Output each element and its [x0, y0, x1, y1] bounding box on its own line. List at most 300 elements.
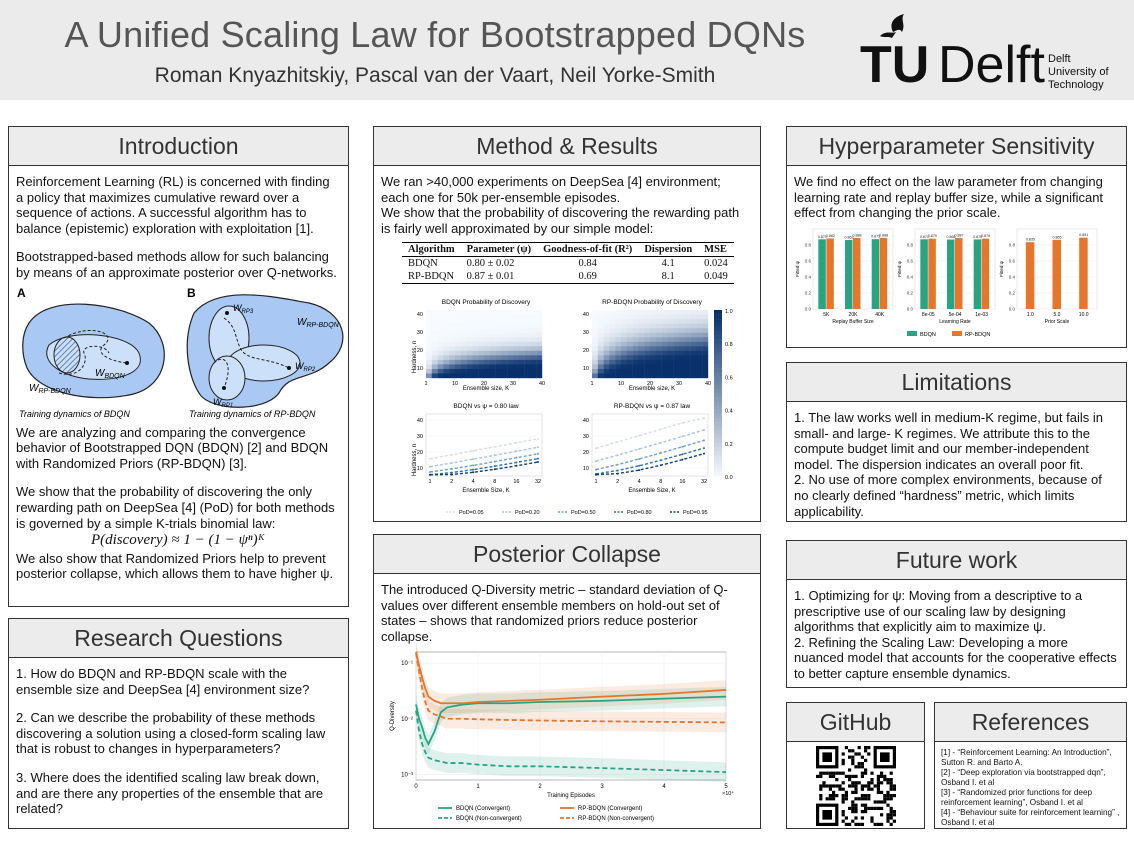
- weight-point-a: [125, 361, 129, 365]
- heatmap-cell: [467, 319, 473, 324]
- heatmap-cell: [438, 351, 444, 356]
- heatmap-cell: [673, 360, 679, 365]
- x-tick-label: 16: [513, 479, 520, 486]
- heatmap-cell: [644, 347, 650, 352]
- qr-module: [848, 807, 851, 810]
- colorbar-segment: [714, 348, 722, 352]
- qr-module: [851, 756, 854, 759]
- heatmap-cell: [627, 360, 633, 365]
- table-row: [402, 257, 734, 271]
- heatmap-cell: [685, 374, 691, 379]
- heatmap-cell: [478, 324, 484, 329]
- heatmap-cell: [432, 360, 438, 365]
- heatmap-cell: [438, 369, 444, 374]
- heatmap-cell: [536, 329, 542, 334]
- heatmap-cell: [513, 310, 519, 315]
- heatmap-cell: [426, 324, 432, 329]
- heatmap-cell: [667, 342, 673, 347]
- heatmap-cell: [696, 333, 702, 338]
- qr-module: [851, 784, 854, 787]
- heatmap-cell: [530, 360, 536, 365]
- heat-xlabel-1: Ensemble size, K: [462, 386, 510, 393]
- heatmap-cell: [519, 324, 525, 329]
- heatmap-cell: [638, 324, 644, 329]
- figure-label-a: A: [17, 285, 26, 300]
- heatmap-cell: [490, 319, 496, 324]
- heatmap-cell: [507, 315, 513, 320]
- heatmap-cell: [609, 333, 615, 338]
- qr-module: [867, 797, 870, 800]
- heatmap-cell: [673, 310, 679, 315]
- col-parameter: Parameter (ψ): [461, 243, 537, 257]
- heatmap-cell: [621, 324, 627, 329]
- method-results-panel: [373, 126, 761, 522]
- heatmap-cell: [443, 347, 449, 352]
- heatmap-cell: [461, 342, 467, 347]
- qr-module: [857, 797, 860, 800]
- heatmap-cell: [691, 324, 697, 329]
- y-tick-label: 40: [416, 312, 423, 319]
- training-dynamics-figure: [9, 283, 348, 423]
- posterior-collapse-title: Posterior Collapse: [374, 535, 760, 574]
- y-tick-label: 20: [582, 450, 589, 457]
- references-title: References: [935, 703, 1126, 742]
- qr-module: [876, 800, 879, 803]
- heatmap-cell: [472, 356, 478, 361]
- heatmap-cell: [519, 329, 525, 334]
- heatmap-cell: [455, 319, 461, 324]
- reference-1: [1] - “Reinforcement Learning: An Introduction”, Sutton R. and Barto A.: [941, 748, 1112, 767]
- heatmap-cell: [633, 319, 639, 324]
- qr-module: [860, 772, 863, 775]
- x-tick-label: 1.0: [1026, 311, 1034, 318]
- heatmap-cell: [507, 356, 513, 361]
- y-tick-label: 0.0: [906, 306, 913, 312]
- qr-module: [892, 788, 895, 791]
- heatmap-cell: [449, 319, 455, 324]
- qr-module: [844, 794, 847, 797]
- heatmap-cell: [679, 324, 685, 329]
- heatmap-cell: [507, 347, 513, 352]
- heatmap-cell: [426, 315, 432, 320]
- x-tick-label: 20K: [848, 311, 858, 318]
- heatmap-cell: [679, 374, 685, 379]
- heatmap-cell: [519, 319, 525, 324]
- heatmap-cell: [609, 315, 615, 320]
- qr-module: [860, 816, 863, 819]
- posterior-collapse-panel: [373, 534, 761, 829]
- heatmap-cell: [432, 365, 438, 370]
- heatmap-cell: [484, 360, 490, 365]
- heatmap-cell: [598, 356, 604, 361]
- y-tick-label: 0.6: [1008, 258, 1015, 264]
- colorbar-segment: [714, 451, 722, 455]
- references-panel: [934, 702, 1127, 829]
- results-table: [402, 242, 734, 284]
- heatmap-cell: [496, 347, 502, 352]
- heatmap-cell: [513, 374, 519, 379]
- heatmap-cell: [478, 369, 484, 374]
- intro-paragraph-4: We show that the probability of discovering the only rewarding path on DeepSea [4] (PoD) for both methods is governed by a simple K-trials binomial law:: [16, 484, 335, 531]
- cell: 0.87 ± 0.01: [461, 270, 537, 284]
- heatmap-cell: [615, 356, 621, 361]
- heatmap-cell: [621, 351, 627, 356]
- colorbar-segment: [714, 439, 722, 443]
- heatmap-cell: [609, 329, 615, 334]
- heatmap-cell: [438, 360, 444, 365]
- research-question-2: 2. Can we describe the probability of these methods discovering a solution using a closed-form scaling law that is robust to changes in hyperparameters?: [16, 710, 326, 757]
- heatmap-cell: [604, 360, 610, 365]
- heatmap-cell: [673, 338, 679, 343]
- heatmap-cell: [621, 360, 627, 365]
- heatmap-cell: [615, 369, 621, 374]
- qr-module: [838, 788, 841, 791]
- heatmap-cell: [627, 310, 633, 315]
- heatmap-cell: [525, 347, 531, 352]
- table-row: [402, 270, 734, 284]
- heatmap-cell: [656, 338, 662, 343]
- colorbar-tick: 1.0: [725, 309, 733, 316]
- heatmap-cell: [536, 342, 542, 347]
- heatmap-cell: [432, 310, 438, 315]
- bar-bdqn: [920, 239, 928, 309]
- heatmap-cell: [455, 347, 461, 352]
- qr-module: [873, 807, 876, 810]
- heatmap-cell: [691, 342, 697, 347]
- bar-rp-bdqn: [955, 238, 963, 309]
- law-ylabel: Hardness, n: [412, 444, 418, 477]
- heatmap-cell: [644, 329, 650, 334]
- heatmap-cell: [702, 333, 708, 338]
- qr-module: [854, 788, 857, 791]
- qr-module: [857, 746, 860, 749]
- bar-bdqn: [818, 239, 826, 309]
- heatmap-cell: [644, 365, 650, 370]
- heatmap-cell: [609, 342, 615, 347]
- hyperparameter-panel: [786, 126, 1127, 348]
- heatmap-cell: [467, 347, 473, 352]
- heatmap-cell: [615, 347, 621, 352]
- heatmap-cell: [467, 374, 473, 379]
- heatmap-cell: [691, 351, 697, 356]
- heatmap-cell: [638, 347, 644, 352]
- qr-module: [819, 794, 822, 797]
- heatmap-cell: [507, 360, 513, 365]
- qr-module: [870, 820, 873, 823]
- heatmap-cell: [472, 360, 478, 365]
- x-tick-label: 3: [600, 784, 604, 791]
- heatmap-cell: [650, 347, 656, 352]
- heatmap-cell: [472, 338, 478, 343]
- qr-module: [838, 772, 841, 775]
- heatmap-cell: [461, 351, 467, 356]
- heatmap-cell: [536, 338, 542, 343]
- heatmap-cell: [519, 360, 525, 365]
- heatmap-cell: [472, 374, 478, 379]
- qr-module: [880, 791, 883, 794]
- qr-module: [816, 775, 819, 778]
- qr-module: [864, 746, 867, 749]
- y-tick-label: 0.2: [804, 290, 811, 296]
- heatmap-cell: [472, 310, 478, 315]
- qr-module: [889, 816, 892, 819]
- y-tick-label: 0.4: [1008, 274, 1015, 280]
- heatmap-cell: [530, 324, 536, 329]
- heatmap-cell: [638, 356, 644, 361]
- qr-module: [844, 823, 847, 826]
- x-tick-label: 40: [704, 381, 712, 388]
- bar-rp-bdqn: [928, 238, 936, 308]
- heatmap-cell: [461, 356, 467, 361]
- qr-module: [873, 800, 876, 803]
- heatmap-cell: [484, 356, 490, 361]
- qr-module: [870, 807, 873, 810]
- heatmap-cell: [507, 342, 513, 347]
- heatmap-cell: [615, 315, 621, 320]
- qr-module: [860, 788, 863, 791]
- heatmap-cell: [513, 347, 519, 352]
- heatmap-cell: [484, 338, 490, 343]
- qr-module: [828, 788, 831, 791]
- qr-code-icon[interactable]: [816, 746, 896, 826]
- colorbar-segment: [714, 315, 722, 319]
- colorbar-segment: [714, 339, 722, 343]
- y-tick-label: 20: [416, 450, 423, 457]
- future-item-1: 1. Optimizing for ψ: Moving from a descriptive to a prescriptive use of our scaling law by designing algorithms that explicitly aim to maximize ψ.: [794, 588, 1083, 635]
- qr-module: [870, 781, 873, 784]
- heatmap-cell: [673, 324, 679, 329]
- heatmap-cell: [530, 319, 536, 324]
- heatmap-cell: [598, 342, 604, 347]
- heatmap-cell: [673, 351, 679, 356]
- qr-module: [876, 781, 879, 784]
- heatmap-cell: [536, 374, 542, 379]
- colorbar-segment: [714, 319, 722, 323]
- qr-module: [851, 749, 854, 752]
- heatmap-cell: [449, 365, 455, 370]
- future-item-2: 2. Refining the Scaling Law: Developing a more nuanced model that accounts for the cooperative effects to better capture ensemble dynamics.: [794, 634, 1117, 681]
- heatmap-cell: [667, 310, 673, 315]
- x-tick-label: 1: [594, 479, 598, 486]
- heatmap-cell: [472, 351, 478, 356]
- bar-bdqn: [974, 239, 982, 309]
- x-tick-label: 2: [616, 479, 620, 486]
- heatmap-cell: [530, 351, 536, 356]
- heatmap-cell: [662, 360, 668, 365]
- heatmap-cell: [525, 315, 531, 320]
- legend-swatch-bdqn: [907, 331, 917, 336]
- heatmap-cell: [525, 333, 531, 338]
- heatmap-cell: [472, 315, 478, 320]
- heatmap-cell: [667, 356, 673, 361]
- heatmap-cell: [702, 319, 708, 324]
- heatmap-cell: [507, 374, 513, 379]
- colorbar-segment: [714, 464, 722, 468]
- bar-value-label: 0.871: [817, 234, 827, 239]
- heatmap-cell: [656, 351, 662, 356]
- heatmap-cell: [484, 351, 490, 356]
- heatmap-cell: [604, 374, 610, 379]
- heatmap-cell: [478, 342, 484, 347]
- qr-module: [854, 804, 857, 807]
- heatmap-cell: [513, 324, 519, 329]
- legend-pod-0.20: PoD=0.20: [515, 510, 540, 517]
- bar-value-label: 0.835: [1025, 237, 1035, 242]
- heatmap-cell: [633, 310, 639, 315]
- qr-module: [835, 772, 838, 775]
- qr-module: [892, 794, 895, 797]
- heatmap-cell: [536, 365, 542, 370]
- heatmap-cell: [633, 351, 639, 356]
- qr-module: [851, 759, 854, 762]
- heatmap-cell: [455, 369, 461, 374]
- heatmap-cell: [525, 365, 531, 370]
- heatmap-cell: [633, 333, 639, 338]
- heatmap-cell: [609, 310, 615, 315]
- qr-module: [841, 797, 844, 800]
- qr-module: [864, 810, 867, 813]
- heatmap-cell: [604, 324, 610, 329]
- heatmap-cell: [691, 360, 697, 365]
- heatmap-cell: [501, 315, 507, 320]
- heatmap-cell: [461, 310, 467, 315]
- heatmap-cell: [426, 356, 432, 361]
- qr-module: [860, 765, 863, 768]
- heatmap-cell: [455, 329, 461, 334]
- qr-module: [889, 813, 892, 816]
- heatmap-cell: [662, 347, 668, 352]
- heatmap-cell: [513, 342, 519, 347]
- heatmap-cell: [656, 329, 662, 334]
- heatmap-cell: [455, 351, 461, 356]
- qr-module: [867, 807, 870, 810]
- heatmap-cell: [685, 365, 691, 370]
- y-tick-label: 10: [416, 466, 423, 473]
- x-tick-label: 1: [424, 381, 428, 388]
- bar-value-label: 0.868: [946, 234, 956, 239]
- heatmap-cell: [685, 351, 691, 356]
- heatmap-cell: [426, 360, 432, 365]
- heatmap-cell: [472, 365, 478, 370]
- heatmap-cell: [667, 351, 673, 356]
- qr-module: [841, 762, 844, 765]
- heatmap-cell: [461, 319, 467, 324]
- heatmap-cell: [609, 351, 615, 356]
- heatmap-cell: [496, 319, 502, 324]
- qr-module: [822, 781, 825, 784]
- qr-module: [851, 807, 854, 810]
- heatmap-cell: [609, 369, 615, 374]
- qr-module: [886, 794, 889, 797]
- qr-module: [880, 775, 883, 778]
- qr-module: [854, 816, 857, 819]
- poster-authors: Roman Knyazhitskiy, Pascal van der Vaart, Neil Yorke-Smith: [154, 64, 716, 87]
- qr-module: [844, 797, 847, 800]
- heatmap-cell: [530, 315, 536, 320]
- heatmap-cell: [667, 360, 673, 365]
- qr-module: [851, 762, 854, 765]
- colorbar-segment: [714, 460, 722, 464]
- heatmap-cell: [443, 360, 449, 365]
- heatmap-cell: [490, 342, 496, 347]
- heatmap-cell: [598, 315, 604, 320]
- heatmap-cell: [455, 338, 461, 343]
- heatmap-cell: [696, 356, 702, 361]
- hyperparameter-chart: [787, 221, 1126, 347]
- heatmap-cell: [467, 360, 473, 365]
- heatmap-cell: [432, 329, 438, 334]
- y-tick-label: 10⁻³: [401, 772, 413, 779]
- heat-ylabel: Hardness, n: [412, 341, 418, 374]
- qr-module: [844, 746, 847, 749]
- caption-a: Training dynamics of BDQN: [19, 408, 130, 419]
- qr-module: [851, 781, 854, 784]
- cell: 8.1: [638, 270, 698, 284]
- heatmap-cell: [598, 310, 604, 315]
- qr-module: [886, 778, 889, 781]
- heatmap-cell: [604, 310, 610, 315]
- heatmap-cell: [432, 347, 438, 352]
- heatmap-cell: [592, 319, 598, 324]
- colorbar-segment: [714, 427, 722, 431]
- heatmap-cell: [478, 365, 484, 370]
- heatmap-cell: [525, 324, 531, 329]
- heatmap-cell: [598, 365, 604, 370]
- heatmap-cell: [592, 310, 598, 315]
- heatmap-cell: [449, 369, 455, 374]
- qr-module: [860, 784, 863, 787]
- heatmap-cell: [638, 319, 644, 324]
- pod-legend: [446, 510, 708, 516]
- heatmap-cell: [443, 333, 449, 338]
- heatmap-cell: [644, 360, 650, 365]
- heatmap-cell: [673, 374, 679, 379]
- heatmap-cell: [484, 374, 490, 379]
- heatmap-cell: [702, 374, 708, 379]
- qr-module: [886, 820, 889, 823]
- heatmap-cell: [432, 324, 438, 329]
- heatmap-cell: [432, 374, 438, 379]
- qr-module: [851, 800, 854, 803]
- intro-paragraph-1: Reinforcement Learning (RL) is concerned with finding a policy that maximizes cumulative reward over a sequence of actions. A successful algorithm has to balance (epistemic) exploration with exploitation [1].: [16, 174, 330, 236]
- x-axis-label: Prior Scale: [1044, 318, 1070, 325]
- w-rp1-label: $W_{RP1}$: [213, 396, 234, 409]
- heatmap-cell: [484, 347, 490, 352]
- qr-module: [819, 797, 822, 800]
- weight-point-rp1: [222, 386, 226, 390]
- heatmap-cell: [662, 315, 668, 320]
- heatmap-cell: [604, 329, 610, 334]
- heatmap-cell: [478, 319, 484, 324]
- bar-bdqn: [947, 239, 955, 308]
- heatmap-cell: [536, 319, 542, 324]
- x-tick-label: 20: [480, 381, 488, 388]
- heatmap-cell: [432, 315, 438, 320]
- intro-paragraph-5: We also show that Randomized Priors help to prevent posterior collapse, which allows them to have higher ψ.: [16, 550, 334, 582]
- heatmap-cell: [691, 319, 697, 324]
- heatmap-cell: [638, 374, 644, 379]
- x-tick-label: 4: [637, 479, 641, 486]
- heatmap-cell: [536, 310, 542, 315]
- qr-module: [886, 804, 889, 807]
- heatmap-cell: [691, 374, 697, 379]
- colorbar-segment: [714, 447, 722, 451]
- heatmap-cell: [513, 356, 519, 361]
- heatmap-cell: [679, 369, 685, 374]
- heatmap-cell: [633, 338, 639, 343]
- y-tick-label: 0.2: [1008, 290, 1015, 296]
- legend-label: BDQN (Non-convergent): [456, 816, 522, 823]
